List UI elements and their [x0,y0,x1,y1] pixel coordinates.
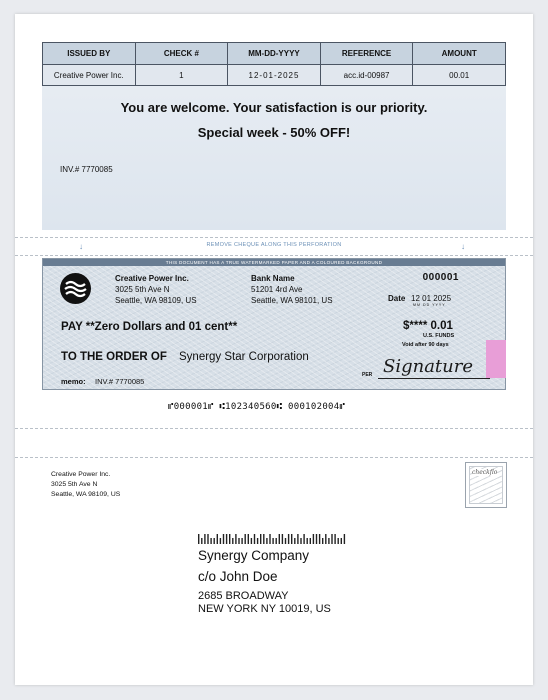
amount-box: $**** 0.01 [403,320,453,332]
color-strip [486,340,506,378]
stub-table [42,42,506,86]
return-address-line-2: 3025 5th Ave N [51,481,98,488]
return-address-line-1: Creative Power Inc. [51,471,111,478]
arrow-down-icon: ↓ [461,242,465,251]
date-format: MM DD YYYY [413,303,446,307]
postal-barcode [198,534,348,544]
perforation-line-top [15,237,533,238]
company-name: Creative Power Inc. [115,274,189,283]
cell-amount: 00.01 [413,65,506,86]
stub-invoice: INV.# 7770085 [60,165,113,174]
fold-line-1 [15,428,533,429]
pay-line: PAY **Zero Dollars and 01 cent** [61,321,238,333]
header-amount: AMOUNT [413,43,506,65]
date-label: Date [388,294,406,303]
date-value: 12 01 2025 [411,294,452,303]
check-number: 000001 [422,272,459,283]
check-page [15,14,533,685]
cell-check-number: 1 [135,65,228,86]
memo-label: memo: [61,377,86,386]
perforation-line-bottom [15,255,533,256]
cell-date: 12-01-2025 [228,65,321,86]
arrow-down-icon: ↓ [79,242,83,251]
promo-message: Special week - 50% OFF! [197,125,351,140]
waves-logo-icon [60,273,91,304]
recipient-city: NEW YORK NY 10019, US [198,603,331,615]
memo-value: INV.# 7770085 [95,377,145,386]
company-address-2: Seattle, WA 98109, US [115,296,197,305]
funds-label: U.S. FUNDS [423,333,455,339]
header-reference: REFERENCE [320,43,413,65]
watermark-banner: THIS DOCUMENT HAS A TRUE WATERMARKED PAPER AND A COLOURED BACKGROUND [43,259,505,266]
fold-line-2 [15,457,533,458]
recipient-attention: c/o John Doe [198,569,278,584]
check [42,258,506,390]
stamp-brand: checkflo [472,469,498,476]
recipient-name: Synergy Company [198,548,310,563]
stub-header-row [43,43,506,65]
cell-issued-by: Creative Power Inc. [43,65,136,86]
postage-stamp [465,462,507,508]
micr-line: ⑈000001⑈ ⑆102340560⑆ 000102004⑈ [168,402,346,412]
recipient-street: 2685 BROADWAY [198,590,289,602]
company-address-1: 3025 5th Ave N [115,285,170,294]
header-check-number: CHECK # [135,43,228,65]
signature-line [378,378,490,379]
order-label: TO THE ORDER OF [61,351,167,363]
perforation-text: REMOVE CHEQUE ALONG THIS PERFORATION [206,242,342,248]
header-issued-by: ISSUED BY [43,43,136,65]
header-date: MM-DD-YYYY [228,43,321,65]
bank-address-2: Seattle, WA 98101, US [251,296,333,305]
check-stub [42,42,506,230]
bank-name: Bank Name [251,274,295,283]
signature: Signature [383,356,474,377]
welcome-message: You are welcome. Your satisfaction is our priority. [120,100,428,115]
payee-name: Synergy Star Corporation [179,351,309,363]
void-note: Void after 90 days [402,342,449,348]
per-label: PER [362,372,373,378]
bank-address-1: 51201 4rd Ave [251,285,303,294]
cell-reference: acc.id-00987 [320,65,413,86]
stub-data-row [43,65,506,86]
return-address-line-3: Seattle, WA 98109, US [51,491,121,498]
